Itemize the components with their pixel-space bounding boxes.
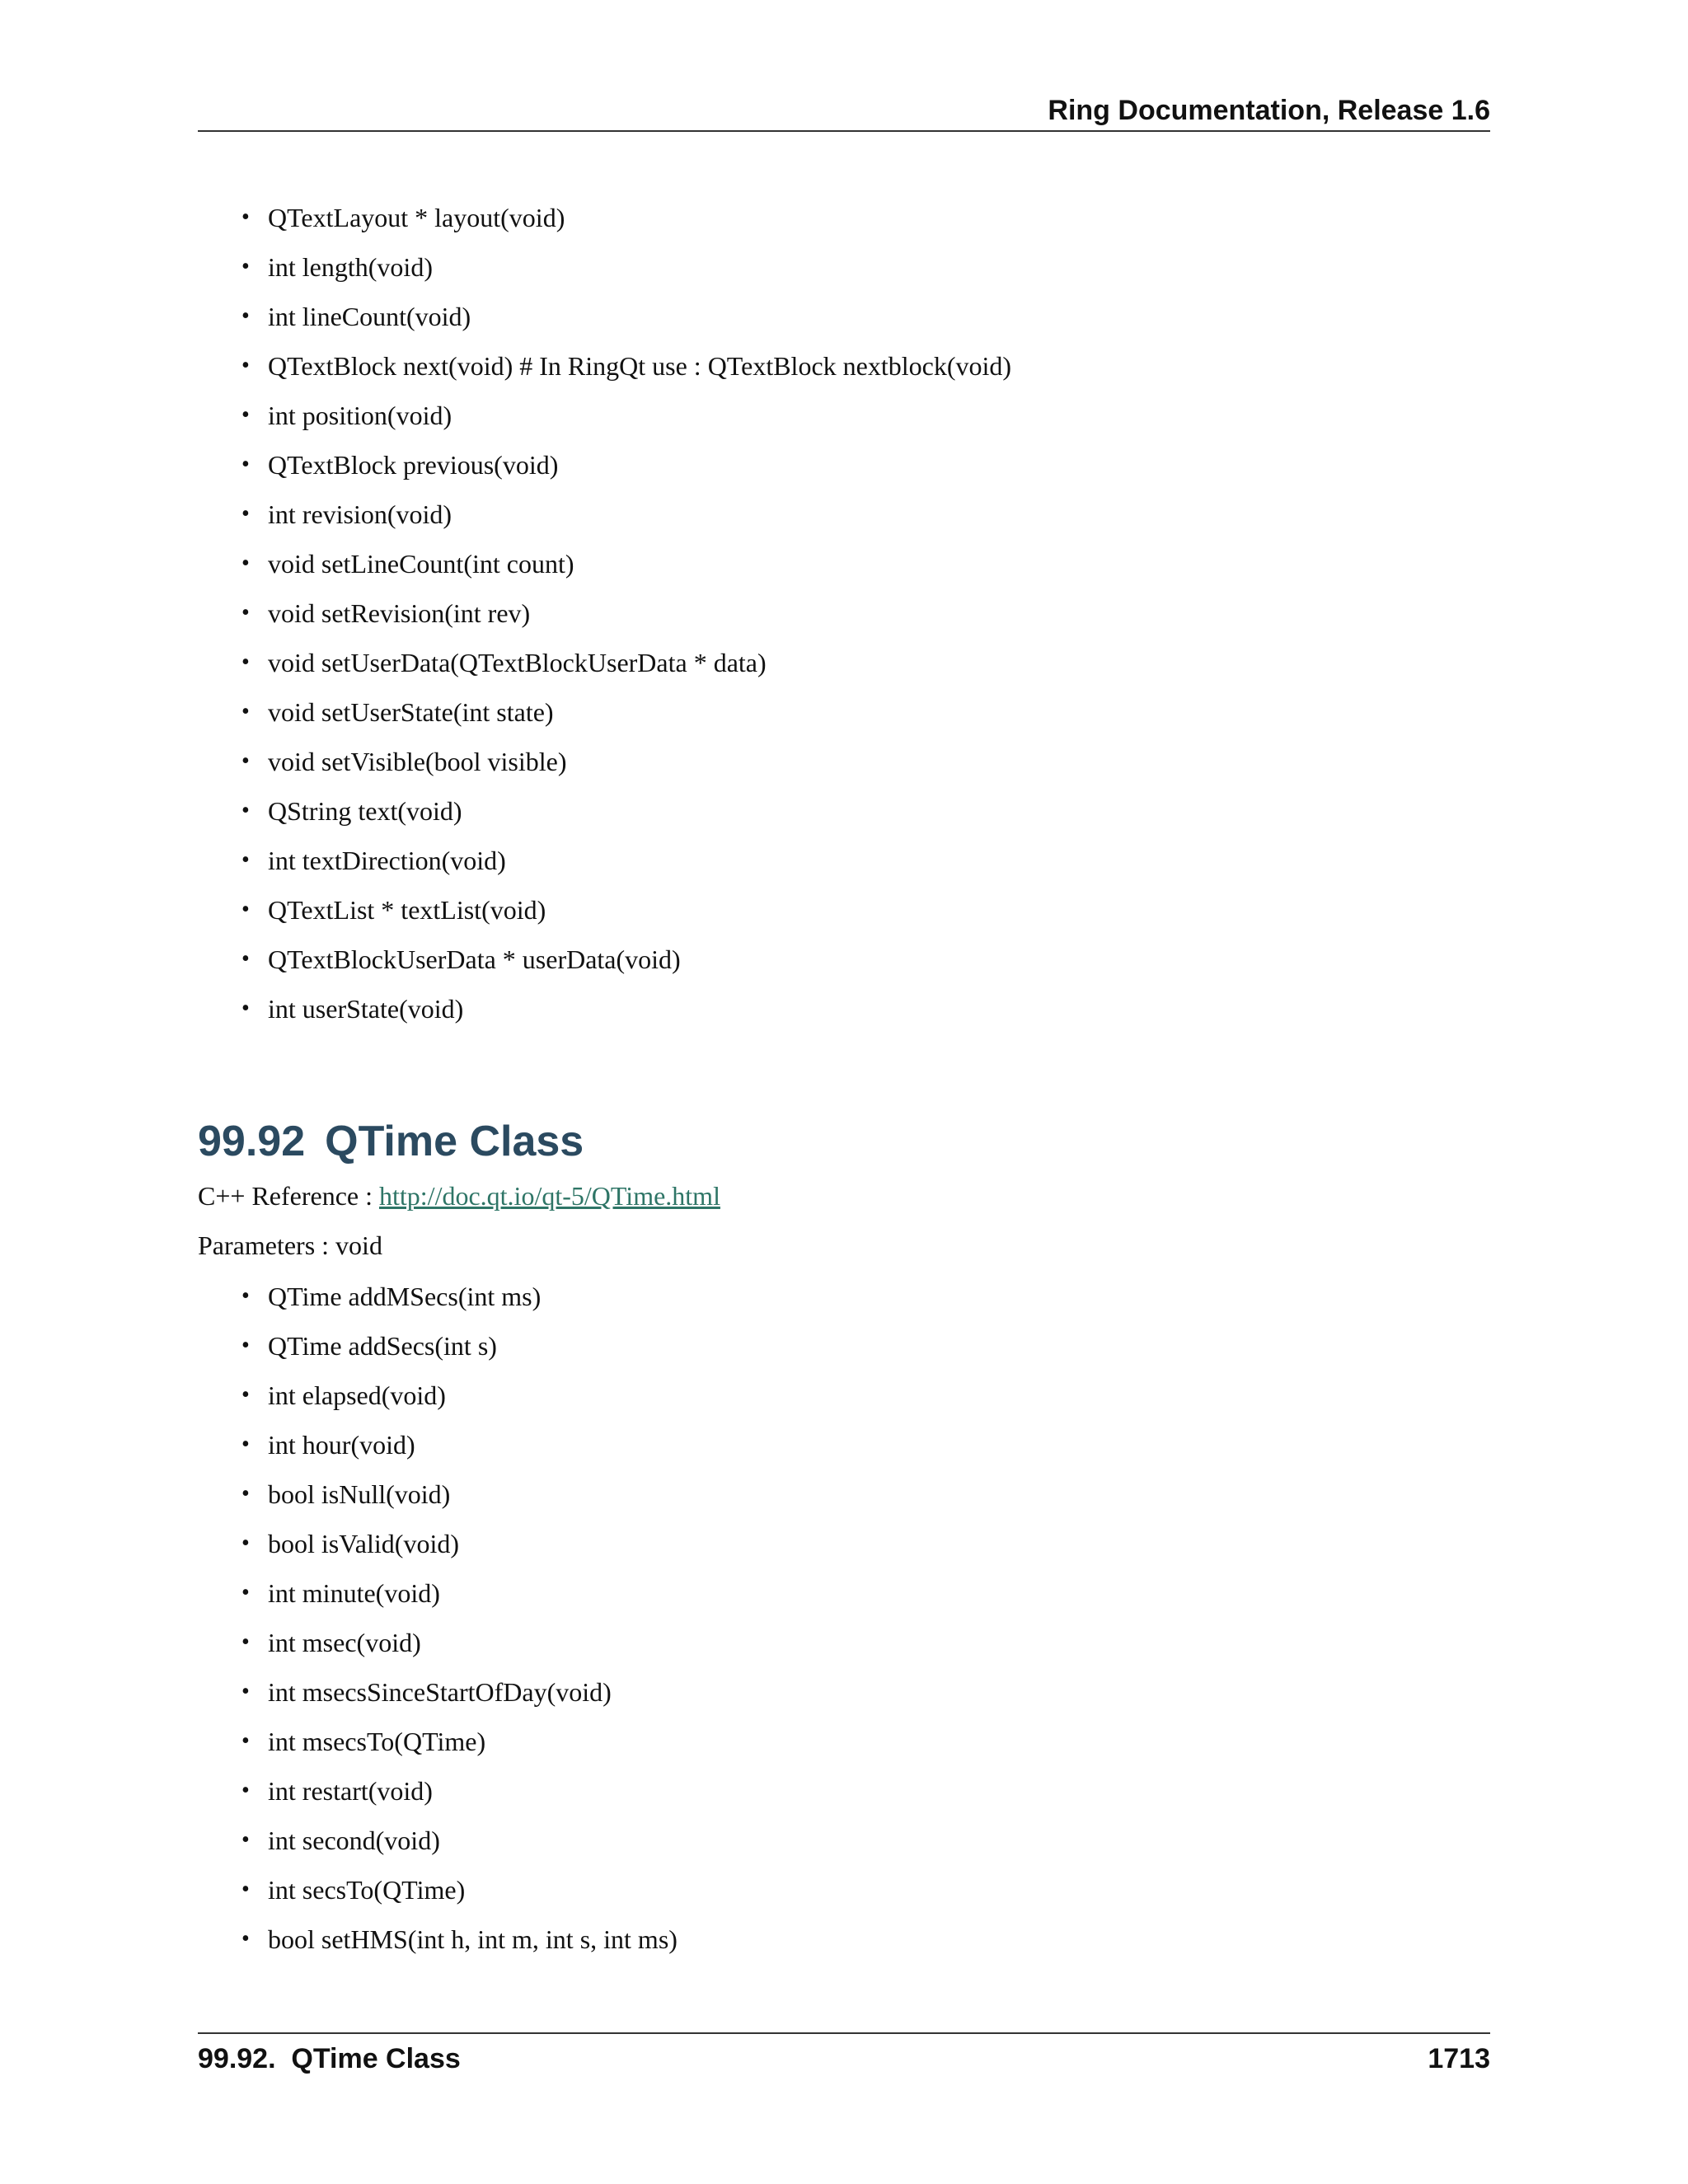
list-item — [241, 1766, 678, 1816]
bullet-icon: • — [241, 353, 250, 378]
reference-label: C++ Reference : — [198, 1181, 379, 1211]
list-item-text: int revision(void) — [268, 499, 452, 529]
method-list-qtime — [241, 1272, 678, 1964]
bullet-icon: • — [241, 303, 250, 329]
list-item — [241, 737, 1011, 786]
list-item — [241, 242, 1011, 292]
bullet-icon: • — [241, 204, 250, 230]
list-item-text: int lineCount(void) — [268, 302, 471, 331]
section-number: 99.92 — [198, 1118, 306, 1166]
bullet-icon: • — [241, 897, 250, 922]
bullet-icon: • — [241, 402, 250, 428]
list-item — [241, 440, 1011, 490]
reference-link[interactable]: http://doc.qt.io/qt-5/QTime.html — [379, 1181, 720, 1211]
list-item — [241, 1420, 678, 1469]
bullet-icon: • — [241, 649, 250, 675]
list-item-text: int msec(void) — [268, 1628, 421, 1657]
list-item-text: bool setHMS(int h, int m, int s, int ms) — [268, 1924, 678, 1954]
list-item — [241, 341, 1011, 391]
list-item — [241, 1618, 678, 1667]
bullet-icon: • — [241, 1530, 250, 1556]
list-item-text: void setLineCount(int count) — [268, 549, 574, 579]
list-item — [241, 935, 1011, 984]
list-item-text: QTextBlockUserData * userData(void) — [268, 944, 681, 974]
list-item-text: int position(void) — [268, 401, 452, 430]
list-item — [241, 687, 1011, 737]
bullet-icon: • — [241, 748, 250, 774]
page-header — [198, 89, 1490, 132]
bullet-icon: • — [241, 254, 250, 279]
page-footer — [198, 2032, 1490, 2082]
list-item — [241, 1915, 678, 1964]
bullet-icon: • — [241, 847, 250, 873]
bullet-icon: • — [241, 1382, 250, 1408]
list-item — [241, 1321, 678, 1371]
list-item-text: bool isValid(void) — [268, 1529, 459, 1558]
list-item-text: QTime addMSecs(int ms) — [268, 1282, 542, 1311]
bullet-icon: • — [241, 1432, 250, 1457]
bullet-icon: • — [241, 501, 250, 527]
bullet-icon: • — [241, 1728, 250, 1754]
list-item — [241, 539, 1011, 588]
list-item-text: int second(void) — [268, 1825, 440, 1855]
list-item — [241, 1519, 678, 1568]
list-item-text: int msecsTo(QTime) — [268, 1727, 486, 1756]
list-item — [241, 1272, 678, 1321]
list-item — [241, 638, 1011, 687]
list-item-text: int userState(void) — [268, 994, 464, 1024]
list-item — [241, 1371, 678, 1420]
list-item-text: QTextBlock previous(void) — [268, 450, 559, 480]
list-item — [241, 1717, 678, 1766]
bullet-icon: • — [241, 1283, 250, 1309]
bullet-icon: • — [241, 1679, 250, 1704]
bullet-icon: • — [241, 798, 250, 823]
list-item-text: int length(void) — [268, 252, 433, 282]
bullet-icon: • — [241, 946, 250, 972]
list-item — [241, 490, 1011, 539]
list-item-text: int msecsSinceStartOfDay(void) — [268, 1677, 612, 1707]
bullet-icon: • — [241, 1333, 250, 1358]
parameters-line: Parameters : void — [198, 1230, 382, 1260]
bullet-icon: • — [241, 600, 250, 626]
list-item-text: void setUserData(QTextBlockUserData * data) — [268, 648, 767, 677]
list-item — [241, 1667, 678, 1717]
list-item-text: QTextList * textList(void) — [268, 895, 546, 925]
list-item — [241, 1816, 678, 1865]
list-item-text: void setRevision(int rev) — [268, 598, 531, 628]
list-item — [241, 1469, 678, 1519]
section-heading — [198, 1115, 584, 1168]
bullet-icon: • — [241, 1481, 250, 1507]
list-item — [241, 984, 1011, 1033]
list-item-text: int hour(void) — [268, 1430, 415, 1460]
page-number: 1713 — [1428, 2043, 1490, 2074]
list-item — [241, 885, 1011, 935]
bullet-icon: • — [241, 699, 250, 724]
document-title: Ring Documentation, Release 1.6 — [1048, 95, 1490, 126]
list-item-text: QTextBlock next(void) # In RingQt use : QTextBlock nextblock(void) — [268, 351, 1012, 381]
list-item-text: QTime addSecs(int s) — [268, 1331, 497, 1361]
bullet-icon: • — [241, 452, 250, 477]
list-item — [241, 786, 1011, 836]
list-item-text: QString text(void) — [268, 796, 462, 826]
section-title: QTime Class — [325, 1118, 584, 1166]
list-item-text: void setVisible(bool visible) — [268, 747, 567, 776]
bullet-icon: • — [241, 1926, 250, 1952]
list-item-text: int restart(void) — [268, 1776, 433, 1806]
list-item-text: bool isNull(void) — [268, 1479, 451, 1509]
cpp-reference-line — [198, 1179, 720, 1212]
bullet-icon: • — [241, 1877, 250, 1902]
bullet-icon: • — [241, 1778, 250, 1803]
list-item — [241, 1568, 678, 1618]
list-item-text: int minute(void) — [268, 1578, 440, 1608]
bullet-icon: • — [241, 551, 250, 576]
list-item-text: QTextLayout * layout(void) — [268, 203, 565, 232]
list-item — [241, 193, 1011, 242]
list-item — [241, 292, 1011, 341]
bullet-icon: • — [241, 1580, 250, 1605]
list-item — [241, 391, 1011, 440]
bullet-icon: • — [241, 1629, 250, 1655]
list-item — [241, 836, 1011, 885]
list-item-text: void setUserState(int state) — [268, 697, 554, 727]
list-item — [241, 1865, 678, 1915]
list-item-text: int elapsed(void) — [268, 1380, 446, 1410]
method-list-qtextblock — [241, 193, 1011, 1033]
bullet-icon: • — [241, 996, 250, 1021]
list-item-text: int secsTo(QTime) — [268, 1875, 466, 1905]
bullet-icon: • — [241, 1827, 250, 1853]
footer-section-label: 99.92. QTime Class — [198, 2043, 461, 2074]
list-item-text: int textDirection(void) — [268, 846, 506, 875]
list-item — [241, 588, 1011, 638]
